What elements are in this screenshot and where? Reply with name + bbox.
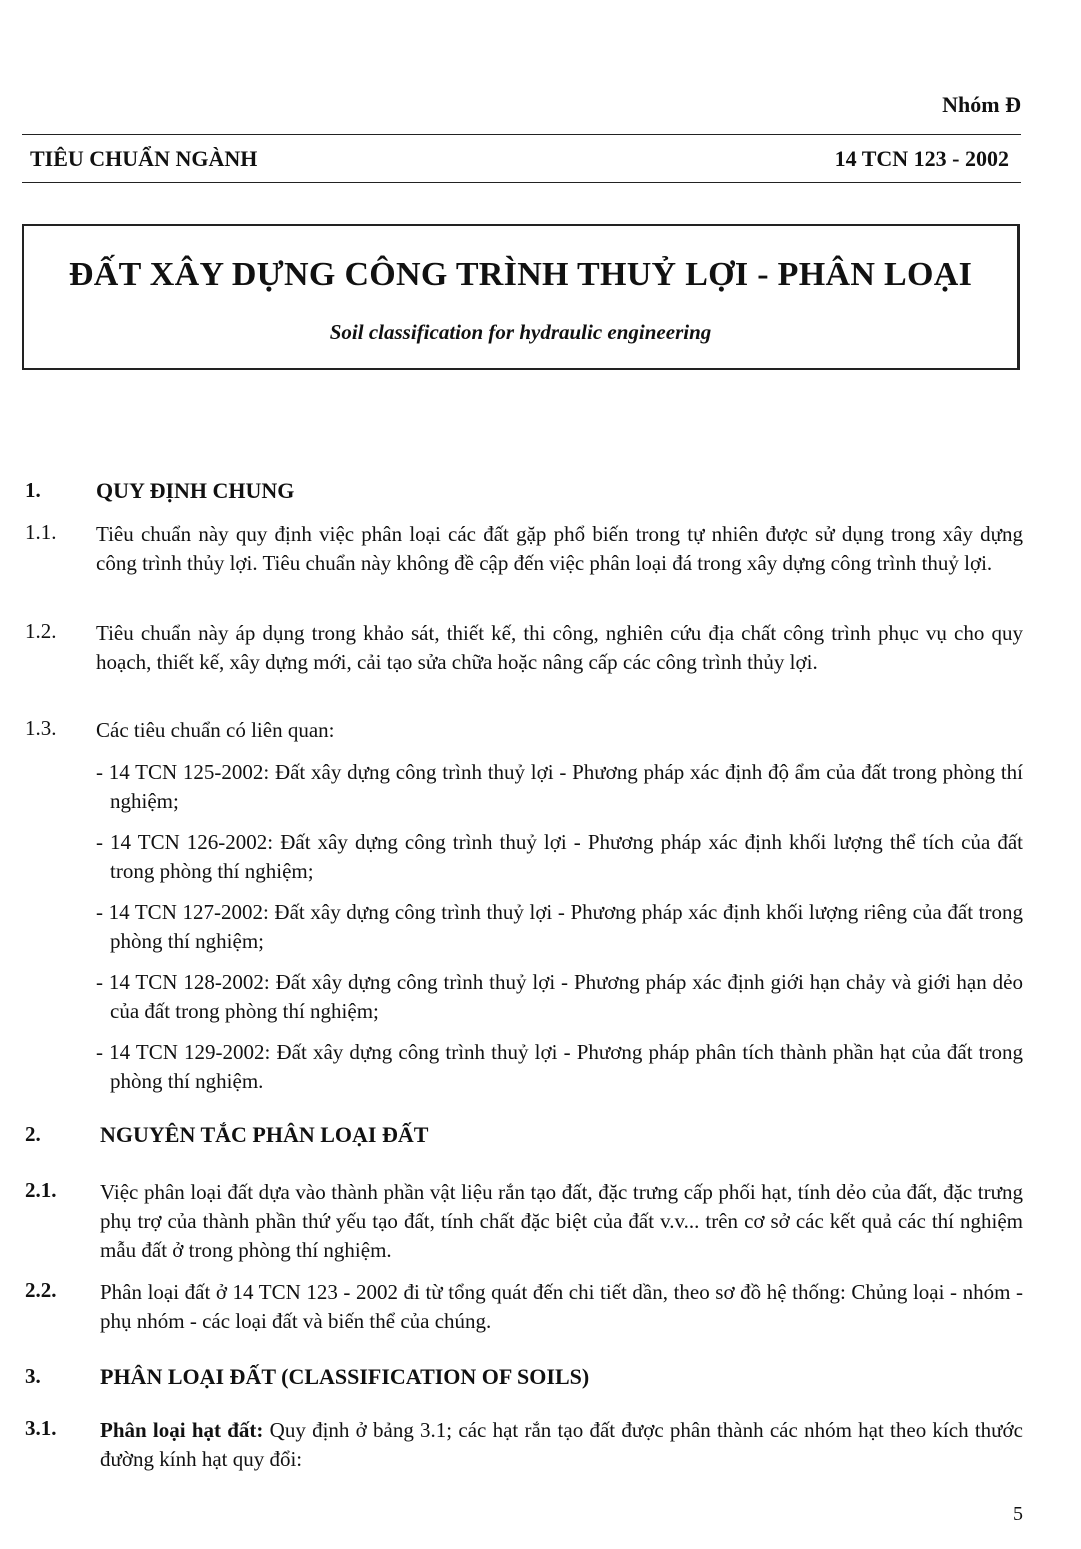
standard-code: 14 TCN 123 - 2002 [834,146,1009,171]
section-3-heading: PHÂN LOẠI ĐẤT (CLASSIFICATION OF SOILS) [100,1364,590,1389]
clause-1-3-text: Các tiêu chuẩn có liên quan: [96,718,335,742]
header-rule-bottom [22,182,1021,183]
clause-2-2-text: Phân loại đất ở 14 TCN 123 - 2002 đi từ tổng quát đến chi tiết dần, theo sơ đồ hệ thống: Chủng loại - nhóm - phụ nhóm - các loại đất và biến thể của chúng. [100,1280,1023,1333]
reference-item: - 14 TCN 125-2002: Đất xây dựng công trình thuỷ lợi - Phương pháp xác định độ ẩm của đất trong phòng thí nghiệm; [96,760,1023,813]
clause-2-1-number: 2.1. [25,1178,57,1202]
page-number: 5 [1013,1503,1023,1525]
section-2-heading: NGUYÊN TẮC PHÂN LOẠI ĐẤT [100,1122,429,1147]
title-box [22,224,1020,370]
reference-item: - 14 TCN 127-2002: Đất xây dựng công trình thuỷ lợi - Phương pháp xác định khối lượng riêng của đất trong phòng thí nghiệm; [96,900,1023,953]
document-title: ĐẤT XÂY DỰNG CÔNG TRÌNH THUỶ LỢI - PHÂN LOẠI [68,256,973,293]
clause-1-3-number: 1.3. [25,716,57,740]
section-1-heading: QUY ĐỊNH CHUNG [96,478,295,503]
clause-3-1-number: 3.1. [25,1416,57,1440]
reference-item: - 14 TCN 126-2002: Đất xây dựng công trình thuỷ lợi - Phương pháp xác định khối lượng thể tích của đất trong phòng thí nghiệm; [96,830,1023,883]
section-2-number: 2. [25,1122,41,1146]
clause-1-1-number: 1.1. [25,520,57,544]
standard-category: TIÊU CHUẨN NGÀNH [30,146,258,171]
document-subtitle: Soil classification for hydraulic engineering [329,320,712,344]
clause-1-2-number: 1.2. [25,619,57,643]
clause-3-1-lead: Phân loại hạt đất: [100,1418,264,1442]
clause-1-2-text: Tiêu chuẩn này áp dụng trong khảo sát, thiết kế, thi công, nghiên cứu địa chất công trình phục vụ cho quy hoạch, thiết kế, xây dựng mới, cải tạo sửa chữa hoặc nâng cấp các công trình thủy lợi. [96,621,1023,674]
reference-item: - 14 TCN 129-2002: Đất xây dựng công trình thuỷ lợi - Phương pháp phân tích thành phần hạt của đất trong phòng thí nghiệm. [96,1040,1023,1093]
clause-3-1-text [100,1416,1023,1474]
section-1-number: 1. [25,478,41,502]
clause-1-1-text: Tiêu chuẩn này quy định việc phân loại các đất gặp phổ biến trong tự nhiên được sử dụng trong xây dựng công trình thủy lợi. Tiêu chuẩn này không đề cập đến việc phân loại đá trong xây dựng công trình thuỷ lợi. [96,522,1023,575]
clause-2-1-text: Việc phân loại đất dựa vào thành phần vật liệu rắn tạo đất, đặc trưng cấp phối hạt, tính dẻo của đất, đặc trưng phụ trợ của thành phần thứ yếu tạo đất, tính chất đặc biệt của đất v.v... trên cơ sở các kết quả các thí nghiệm mẫu đất ở trong phòng thí nghiệm. [100,1180,1023,1262]
header-rule-top [22,134,1021,135]
reference-item: - 14 TCN 128-2002: Đất xây dựng công trình thuỷ lợi - Phương pháp xác định giới hạn chảy và giới hạn dẻo của đất trong phòng thí nghiệm; [96,970,1023,1023]
clause-3-1-body: Quy định ở bảng 3.1; các hạt rắn tạo đất được phân thành các nhóm hạt theo kích thước đường kính hạt quy đổi: [100,1418,1023,1471]
section-3-number: 3. [25,1364,41,1388]
group-label: Nhóm Đ [942,92,1021,117]
clause-2-2-number: 2.2. [25,1278,57,1302]
